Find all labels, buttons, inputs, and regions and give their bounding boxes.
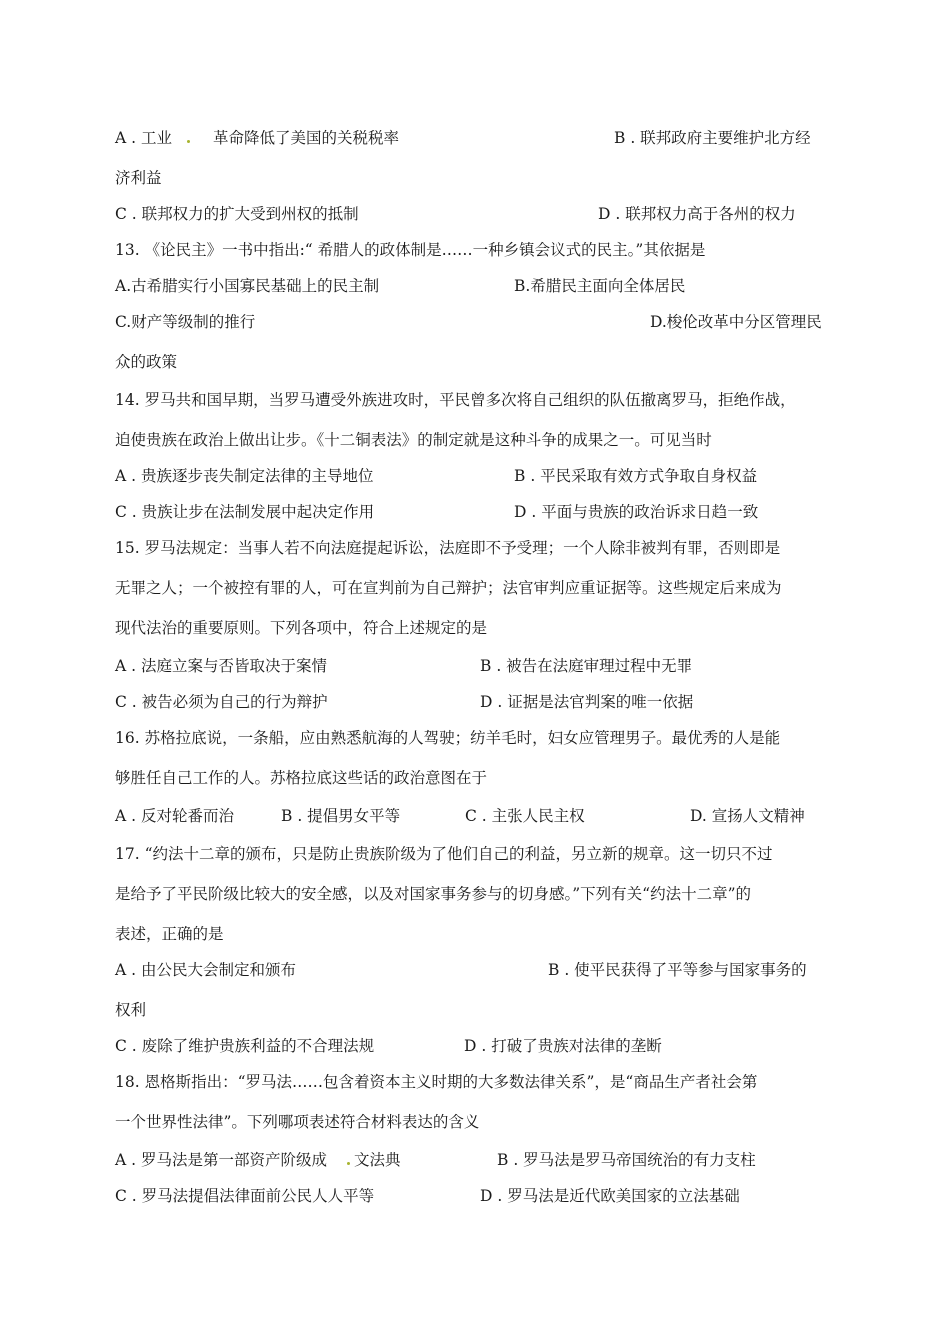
question-stem: 15. 罗马法规定：当事人若不向法庭提起诉讼，法庭即不予受理；一个人除非被判有罪，否则即是 [115,539,781,557]
option-text: B . 联邦政府主要维护北方经 [614,129,811,147]
question-stem: 17. “约法十二章的颁布，只是防止贵族阶级为了他们自己的利益，另立新的规章。这一切只不过 [115,845,773,863]
option-text: A.古希腊实行小国寡民基础上的民主制 [115,277,380,295]
option-text: C.财产等级制的推行 [115,313,256,331]
option-text: B . 提倡男女平等 [281,807,401,825]
option-text: B . 使平民获得了平等参与国家事务的 [548,961,807,979]
option-text: B.希腊民主面向全体居民 [514,277,686,295]
question-stem: 是给予了平民阶级比较大的安全感，以及对国家事务参与的切身感。”下列有关“约法十二章”的 [115,885,752,903]
option-text: A . 罗马法是第一部资产阶级成 [115,1151,327,1169]
option-text: C . 被告必须为自己的行为辩护 [115,693,328,711]
option-text: A . 工业 [115,129,172,147]
option-text: A . 反对轮番而治 [115,807,234,825]
option-text: D . 平面与贵族的政治诉求日趋一致 [514,503,759,521]
option-text: B . 平民采取有效方式争取自身权益 [514,467,758,485]
question-stem: 13. 《论民主》一书中指出:“ 希腊人的政体制是……一种乡镇会议式的民主。”其依据是 [115,241,706,259]
question-stem: 迫使贵族在政治上做出让步。《十二铜表法》的制定就是这种斗争的成果之一。可见当时 [115,431,712,449]
option-text: C . 罗马法提倡法律面前公民人人平等 [115,1187,375,1205]
option-text: B . 罗马法是罗马帝国统治的有力支柱 [497,1151,756,1169]
option-text: D . 证据是法官判案的唯一依据 [480,693,694,711]
option-text: 革命降低了美国的关税税率 [213,129,400,147]
option-text: 权利 [115,1001,147,1019]
question-stem: 16. 苏格拉底说，一条船，应由熟悉航海的人驾驶；纺羊毛时，妇女应管理男子。最优秀的人是能 [115,729,781,747]
option-text: D . 打破了贵族对法律的垄断 [464,1037,662,1055]
question-stem: 够胜任自己工作的人。苏格拉底这些话的政治意图在于 [115,769,488,787]
option-text: 众的政策 [115,353,178,371]
question-stem: 一个世界性法律”。下列哪项表述符合材料表达的含义 [115,1113,480,1131]
option-text: B . 被告在法庭审理过程中无罪 [480,657,693,675]
option-text: D . 罗马法是近代欧美国家的立法基础 [480,1187,740,1205]
mark-dot [186,128,191,148]
question-stem: 18. 恩格斯指出：“罗马法……包含着资本主义时期的大多数法律关系”，是“商品生产者社会第 [115,1073,758,1091]
option-text: D . 联邦权力高于各州的权力 [598,205,796,223]
option-text: A . 由公民大会制定和颁布 [115,961,296,979]
option-text: A . 法庭立案与否皆取决于案情 [115,657,327,675]
option-text: 文法典 [354,1151,401,1169]
mark-dot [346,1150,351,1170]
question-stem: 现代法治的重要原则。下列各项中，符合上述规定的是 [115,619,488,637]
question-stem: 表述，正确的是 [115,925,224,943]
option-text: C . 主张人民主权 [465,807,585,825]
option-text: D.梭伦改革中分区管理民 [650,313,822,331]
question-stem: 无罪之人；一个被控有罪的人，可在宣判前为自己辩护；法官审判应重证据等。这些规定后来成为 [115,579,782,597]
option-text: D. 宣扬人文精神 [690,807,805,825]
question-stem: 14. 罗马共和国早期，当罗马遭受外族进攻时，平民曾多次将自己组织的队伍撤离罗马，拒绝作战， [115,391,796,409]
option-text: A . 贵族逐步丧失制定法律的主导地位 [115,467,374,485]
option-text: 济利益 [115,169,162,187]
option-text: C . 联邦权力的扩大受到州权的抵制 [115,205,359,223]
option-text: C . 贵族让步在法制发展中起决定作用 [115,503,375,521]
option-text: C . 废除了维护贵族利益的不合理法规 [115,1037,375,1055]
